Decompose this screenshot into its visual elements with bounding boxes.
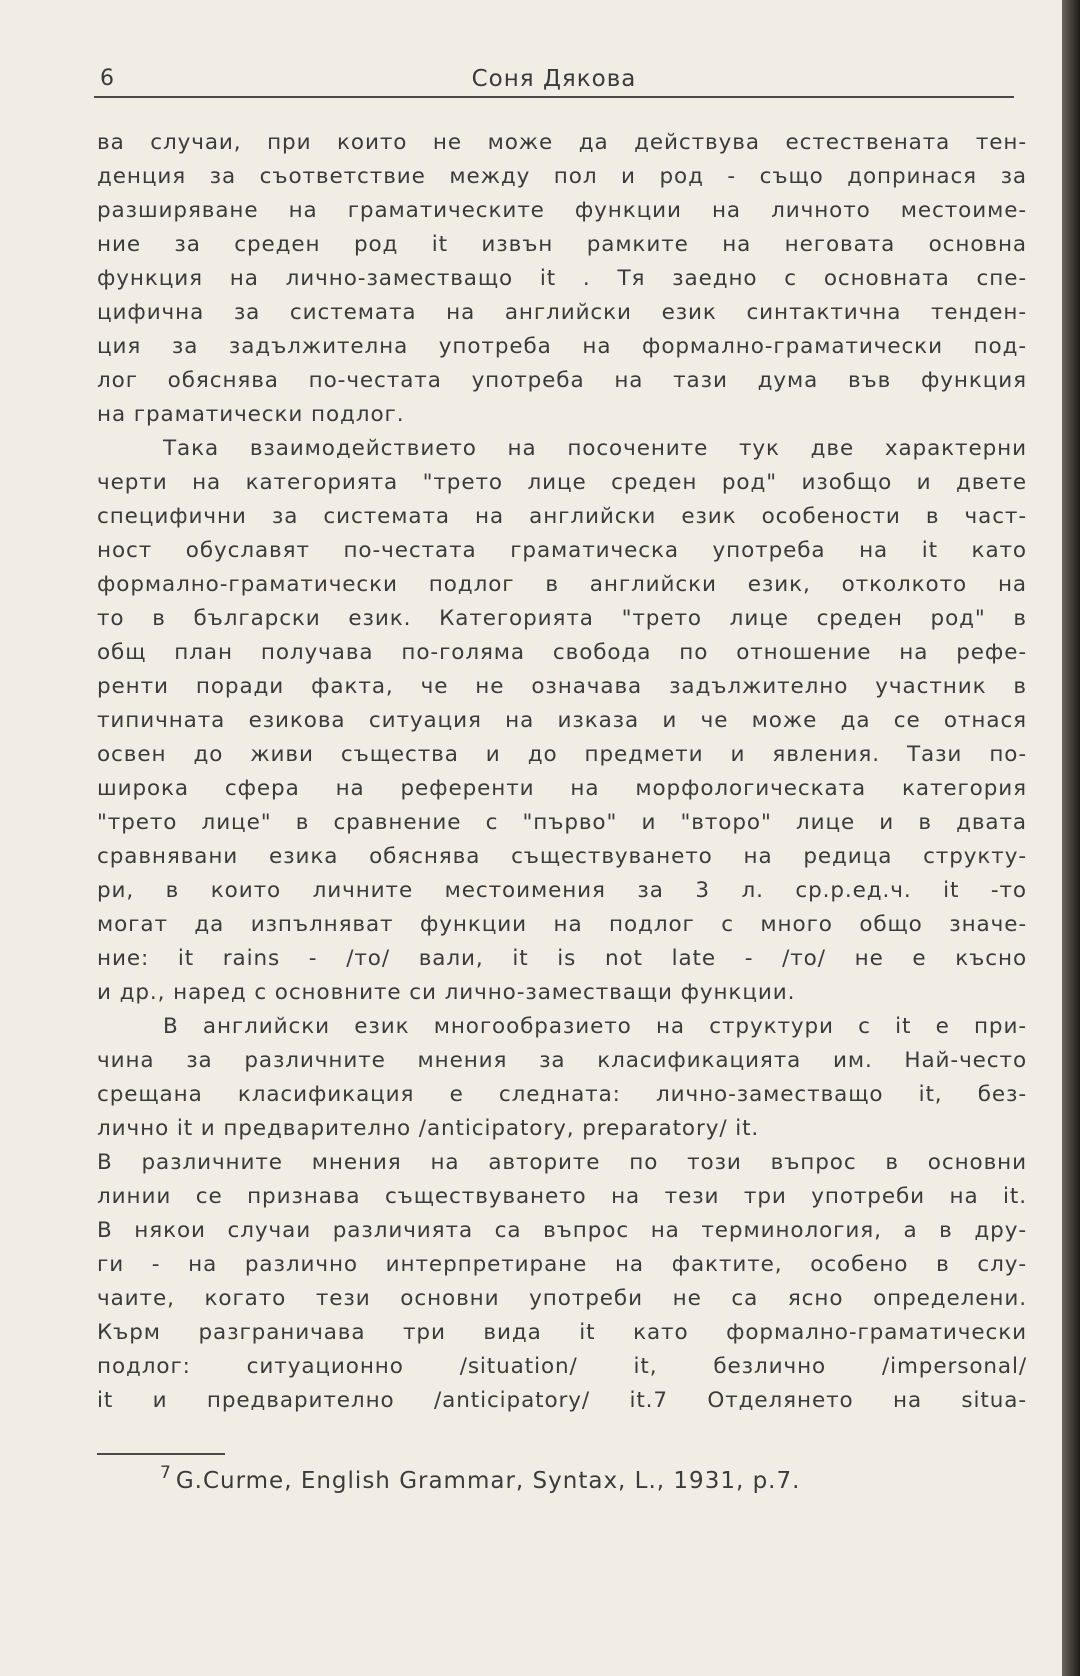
text-line: it и предварително /anticipatory/ it.7 Отделянето на situa- — [97, 1388, 1027, 1413]
text-line: на граматически подлог. — [97, 402, 405, 427]
text-line: подлог: ситуационно /situation/ it, безлично /impersonal/ — [97, 1354, 1027, 1379]
page-header — [94, 62, 1014, 98]
text-line: и др., наред с основните си лично-заместващи функции. — [97, 980, 796, 1005]
text-line: функция на лично-заместващо it . Тя заедно с основната спе- — [97, 266, 1027, 291]
text-line: лично it и предварително /anticipatory, preparatory/ it. — [97, 1116, 760, 1141]
text-line: цифична за системата на английски език синтактична тенден- — [97, 300, 1027, 325]
text-line: В някои случаи различията са въпрос на терминология, а в дру- — [97, 1218, 1027, 1243]
text-line: ция за задължителна употреба на формално-граматически под- — [97, 334, 1027, 359]
text-line: Така взаимодействието на посочените тук две характерни — [163, 436, 1027, 461]
text-line: лог обяснява по-честата употреба на тази дума във функция — [97, 368, 1027, 393]
running-title: Соня Дякова — [471, 66, 637, 92]
text-line: "трето лице" в сравнение с "първо" и "второ" лице и в двата — [97, 810, 1027, 835]
text-line: ри, в които личните местоимения за 3 л. ср.р.ед.ч. it -то — [97, 878, 1027, 903]
body-text — [97, 126, 1027, 1418]
text-line: денция за съответствие между пол и род - също допринася за — [97, 164, 1027, 189]
text-line: разширяване на граматическите функции на личното местоиме- — [97, 198, 1027, 223]
text-line: чаите, когато тези основни употреби не са ясно определени. — [97, 1286, 1027, 1311]
text-line: широка сфера на референти на морфологическата категория — [97, 776, 1027, 801]
text-line: ренти поради факта, че не означава задължително участник в — [97, 674, 1027, 699]
footnote-divider — [97, 1453, 225, 1455]
text-line: то в български език. Категорията "трето лице среден род" в — [97, 606, 1027, 631]
text-line: чина за различните мнения за класификацията им. Най-често — [97, 1048, 1027, 1073]
text-line: могат да изпълняват функции на подлог с много общо значе- — [97, 912, 1027, 937]
page-number: 6 — [100, 66, 114, 91]
text-line: черти на категорията "трето лице среден род" изобщо и двете — [97, 470, 1027, 495]
text-line: общ план получава по-голяма свобода по отношение на рефе- — [97, 640, 1027, 665]
text-line: Кърм разграничава три вида it като формално-граматически — [97, 1320, 1027, 1345]
footnote-mark: 7 — [160, 1463, 172, 1483]
text-line: специфични за системата на английски език особености в част- — [97, 504, 1027, 529]
book-spine-edge — [1062, 0, 1080, 1676]
text-line: сравнявани езика обяснява съществуването на редица структу- — [97, 844, 1027, 869]
text-line: ние: it rains - /то/ вали, it is not late - /то/ не е късно — [97, 946, 1027, 971]
text-line: ние за среден род it извън рамките на неговата основна — [97, 232, 1027, 257]
text-line: ност обуславят по-честата граматическа употреба на it като — [97, 538, 1027, 563]
text-line: освен до живи същества и до предмети и явления. Тази по- — [97, 742, 1027, 767]
text-line: срещана класификация е следната: лично-заместващо it, без- — [97, 1082, 1027, 1107]
text-line: формално-граматически подлог в английски език, отколкото на — [97, 572, 1027, 597]
text-line: ва случаи, при които не може да действува естествената тен- — [97, 130, 1027, 155]
text-line: типичната езикова ситуация на изказа и че може да се отнася — [97, 708, 1027, 733]
text-line: ги - на различно интерпретиране на фактите, особено в слу- — [97, 1252, 1027, 1277]
text-line: В различните мнения на авторите по този въпрос в основни — [97, 1150, 1027, 1175]
footnote — [160, 1463, 980, 1499]
text-line: линии се признава съществуването на тези три употреби на it. — [97, 1184, 1027, 1209]
footnote-text: G.Curme, English Grammar, Syntax, L., 1931, p.7. — [175, 1468, 801, 1494]
text-line: В английски език многообразието на структури с it е при- — [163, 1014, 1027, 1039]
